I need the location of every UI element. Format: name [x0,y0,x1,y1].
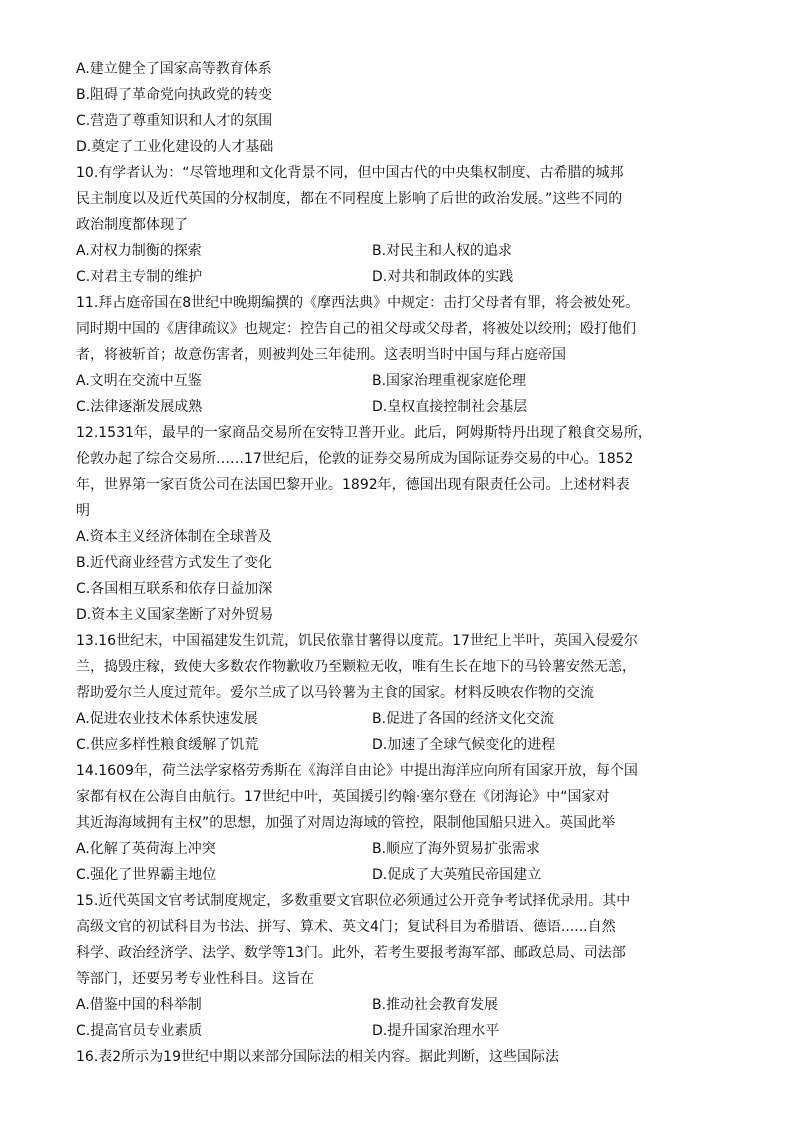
question-14 [76,758,736,888]
question-stem-line: 11.拜占庭帝国在8世纪中晚期编撰的《摩西法典》中规定：击打父母者有罪，将会被处死。 [76,295,640,311]
option-a: A.文明在交流中互鉴 [76,373,202,389]
options-row [76,238,736,264]
question-stem-line: 等部门，还要另考专业性科目。这旨在 [76,971,314,987]
question-stem-line: 伦敦办起了综合交易所……17世纪后，伦敦的证券交易所成为国际证券交易的中心。1852 [76,451,634,467]
question-stem-line: 者，将被斩首；故意伤害者，则被判处三年徒刑。这表明当时中国与拜占庭帝国 [76,347,566,363]
question-stem-line: 同时期中国的《唐律疏议》也规定：控告自己的祖父母或父母者，将被处以绞刑；殴打他们 [76,321,636,337]
exam-page [76,56,736,1070]
option-c: C.对君主专制的维护 [76,269,203,285]
option-b: B.国家治理重视家庭伦理 [372,373,527,389]
options-row [76,1018,736,1044]
option-a: A.化解了英荷海上冲突 [76,841,216,857]
question-stem-line: 15.近代英国文官考试制度规定，多数重要文官职位必须通过公开竞争考试择优录用。其中 [76,893,631,909]
options-row [76,732,736,758]
option-b: B.近代商业经营方式发生了变化 [76,555,273,571]
option-b: B.促进了各国的经济文化交流 [372,711,555,727]
option-a: A.建立健全了国家高等教育体系 [76,61,272,77]
question-stem-line: 14.1609年，荷兰法学家格劳秀斯在《海洋自由论》中提出海洋应向所有国家开放，每个国 [76,763,638,779]
question-16 [76,1044,736,1070]
option-c: C.营造了尊重知识和人才的氛围 [76,113,273,129]
option-b: B.阻碍了革命党向执政党的转变 [76,87,273,103]
question-stem-line: 高级文官的初试科目为书法、拼写、算术、英文4门；复试科目为希腊语、德语......自然 [76,919,616,935]
question-stem-line: 13.16世纪末，中国福建发生饥荒，饥民依靠甘薯得以度荒。17世纪上半叶，英国入侵爱尔 [76,633,638,649]
option-c: C.提高官员专业素质 [76,1023,203,1039]
options-row [76,368,736,394]
question-stem-line: 民主制度以及近代英国的分权制度，都在不同程度上影响了后世的政治发展。”这些不同的 [76,191,623,207]
options-row [76,264,736,290]
options-row [76,394,736,420]
question-stem-line: 年，世界第一家百货公司在法国巴黎开业。1892年，德国出现有限责任公司。上述材料表 [76,477,630,493]
option-d: D.促成了大英殖民帝国建立 [372,867,542,883]
question-stem-line: 家都有权在公海自由航行。17世纪中叶，英国援引约翰·塞尔登在《闭海论》中“国家对 [76,789,610,805]
option-a: A.促进农业技术体系快速发展 [76,711,258,727]
options-row [76,992,736,1018]
question-stem-line: 其近海海域拥有主权”的思想，加强了对周边海域的管控，限制他国船只进入。英国此举 [76,815,616,831]
question-15 [76,888,736,1044]
option-d: D.皇权直接控制社会基层 [372,399,528,415]
question-11 [76,290,736,420]
question-stem-line: 10.有学者认为：“尽管地理和文化背景不同，但中国古代的中央集权制度、古希腊的城邦 [76,165,624,181]
question-stem-line: 明 [76,503,90,519]
option-c: C.各国相互联系和依存日益加深 [76,581,273,597]
question-stem-line: 12.1531年，最早的一家商品交易所在安特卫普开业。此后，阿姆斯特丹出现了粮食交易所， [76,425,652,441]
question-stem-line: 兰，捣毁庄稼，致使大多数农作物歉收乃至颗粒无收，唯有生长在地下的马铃薯安然无恙， [76,659,636,675]
option-a: A.对权力制衡的探索 [76,243,202,259]
option-b: B.顺应了海外贸易扩张需求 [372,841,541,857]
option-b: B.对民主和人权的追求 [372,243,513,259]
question-10 [76,160,736,290]
option-d: D.提升国家治理水平 [372,1023,500,1039]
options-row [76,862,736,888]
question-13 [76,628,736,758]
options-row [76,836,736,862]
question-stem-line: 政治制度都体现了 [76,217,188,233]
option-c: C.强化了世界霸主地位 [76,867,217,883]
option-b: B.推动社会教育发展 [372,997,499,1013]
question-9-options [76,56,736,160]
option-d: D.加速了全球气候变化的进程 [372,737,556,753]
option-c: C.法律逐渐发展成熟 [76,399,203,415]
question-stem-line: 帮助爱尔兰人度过荒年。爱尔兰成了以马铃薯为主食的国家。材料反映农作物的交流 [76,685,594,701]
option-c: C.供应多样性粮食缓解了饥荒 [76,737,259,753]
question-stem-line: 16.表2所示为19世纪中期以来部分国际法的相关内容。据此判断，这些国际法 [76,1049,559,1065]
option-a: A.借鉴中国的科举制 [76,997,202,1013]
question-12 [76,420,736,628]
option-a: A.资本主义经济体制在全球普及 [76,529,272,545]
option-d: D.资本主义国家垄断了对外贸易 [76,607,274,623]
question-stem-line: 科学、政治经济学、法学、数学等13门。此外，若考生要报考海军部、邮政总局、司法部 [76,945,626,961]
options-row [76,706,736,732]
option-d: D.奠定了工业化建设的人才基础 [76,139,274,155]
option-d: D.对共和制政体的实践 [372,269,514,285]
